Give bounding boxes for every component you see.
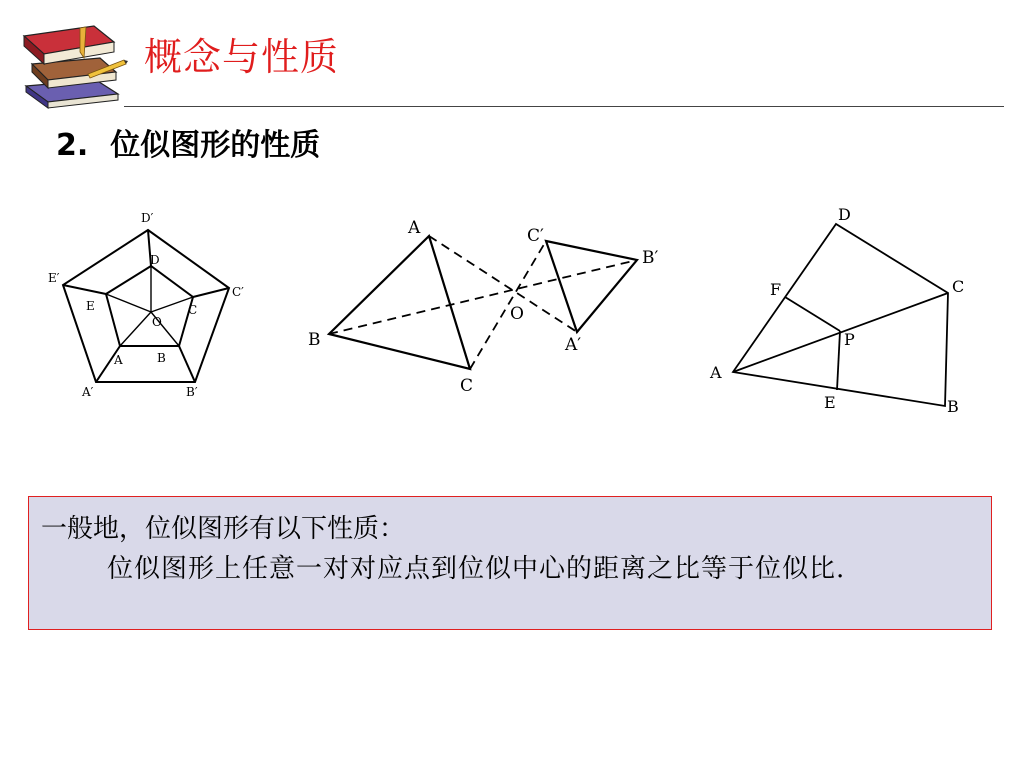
- label-a: A: [114, 353, 123, 367]
- label-b: B: [308, 330, 321, 350]
- label-b: B: [947, 397, 959, 416]
- label-p: P: [844, 330, 855, 349]
- header-divider: [124, 106, 1004, 107]
- pentagon-figure: [40, 200, 260, 405]
- label-o: O: [510, 304, 524, 324]
- quadrilateral-figure: [700, 200, 990, 420]
- label-o: O: [152, 315, 162, 329]
- label-c: C: [952, 277, 965, 296]
- label-b-prime: B′: [186, 385, 198, 399]
- quadrilateral-abcd: [733, 224, 948, 406]
- header-title: 概念与性质: [144, 35, 340, 79]
- books-icon: [18, 14, 128, 109]
- label-d: D: [150, 253, 160, 267]
- label-e: E: [824, 393, 836, 412]
- triangles-figure: [300, 205, 680, 400]
- label-d: D: [838, 205, 851, 224]
- label-e: E: [86, 299, 95, 313]
- triangle-abc: [329, 236, 470, 369]
- label-a: A: [408, 218, 421, 238]
- label-a: A: [710, 363, 722, 382]
- label-c-prime: C′: [232, 285, 244, 299]
- property-statement: 位似图形上任意一对对应点到位似中心的距离之比等于位似比.: [107, 554, 846, 584]
- label-e-prime: E′: [48, 271, 60, 285]
- label-c-prime: C′: [527, 226, 544, 246]
- label-d-prime: D′: [141, 211, 154, 225]
- section-title: 位似图形的性质: [110, 128, 321, 163]
- section-number: 2.: [56, 128, 89, 163]
- inner-pentagon: [106, 266, 193, 346]
- label-a-prime: A′: [82, 385, 94, 399]
- label-b: B: [157, 351, 166, 365]
- property-box: [28, 496, 992, 630]
- triangle-a-prime-b-prime-c-prime: [546, 241, 637, 332]
- label-a-prime: A′: [565, 335, 582, 355]
- label-f: F: [770, 280, 782, 299]
- property-intro: 一般地，位似图形有以下性质：: [41, 514, 406, 544]
- label-b-prime: B′: [642, 248, 659, 268]
- label-c: C: [460, 376, 474, 396]
- section-heading: [56, 120, 320, 164]
- label-c: C: [188, 303, 198, 317]
